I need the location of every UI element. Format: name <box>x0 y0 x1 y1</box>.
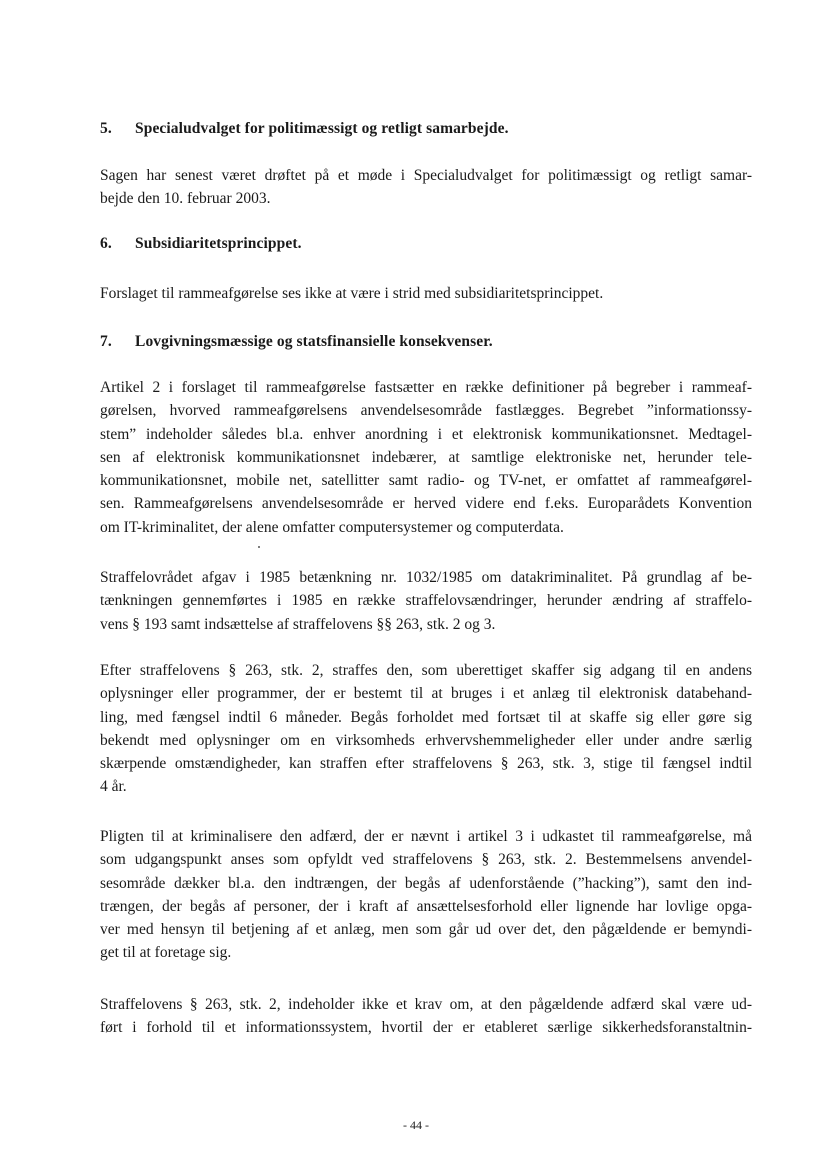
section-heading-7 <box>100 333 493 351</box>
paragraph-line: sesområde dækker bl.a. den indtrængen, der begås af udenforstående (”hacking”), samt den ind- <box>100 874 752 892</box>
page-number: - 44 - <box>403 1118 429 1132</box>
paragraph-line: 4 år. <box>100 778 127 796</box>
section-number: 6. <box>100 235 112 252</box>
scan-speck <box>258 546 260 548</box>
paragraph-line: stem” indeholder således bl.a. enhver anordning i et elektronisk kommunikationsnet. Medtagel- <box>100 425 752 443</box>
paragraph-line: Pligten til at kriminalisere den adfærd, der er nævnt i artikel 3 i udkastet til rammeafgørelse, må <box>100 828 752 845</box>
paragraph-line: kommunikationsnet, mobile net, satellitter samt radio- og TV-net, er omfattet af rammeafgørel- <box>100 472 752 490</box>
paragraph-line: Sagen har senest været drøftet på et møde i Specialudvalget for politimæssigt og retligt samar- <box>100 167 752 184</box>
paragraph <box>100 659 752 799</box>
paragraph <box>100 566 752 636</box>
paragraph-line: skærpende omstændigheder, kan straffen efter straffelovens § 263, stk. 3, stige til fængsel indtil <box>100 755 752 773</box>
section-number: 7. <box>100 333 112 350</box>
section-title: Subsidiaritetsprincippet. <box>135 235 302 252</box>
paragraph-line: som udgangspunkt anses som opfyldt ved straffelovens § 263, stk. 2. Bestemmelsens anvendel- <box>100 851 752 869</box>
paragraph <box>100 282 752 305</box>
paragraph-line: Efter straffelovens § 263, stk. 2, straffes den, som uberettiget skaffer sig adgang til en andens <box>100 662 752 679</box>
paragraph-line: ført i forhold til et informationssystem, hvortil der er etableret særlige sikkerhedsforanstaltnin- <box>100 1019 752 1037</box>
paragraph-line: vens § 193 samt indsættelse af straffelovens §§ 263, stk. 2 og 3. <box>100 615 496 633</box>
paragraph-line: bejde den 10. februar 2003. <box>100 190 271 208</box>
paragraph-line: Straffelovrådet afgav i 1985 betænkning nr. 1032/1985 om datakriminalitet. På grundlag af be- <box>100 569 752 586</box>
section-heading-6 <box>100 235 302 253</box>
paragraph <box>100 993 752 1040</box>
paragraph-line: ver med hensyn til betjening af et anlæg, men som går ud over det, den pågældende er bemyndi- <box>100 921 752 939</box>
paragraph-line: sen af elektronisk kommunikationsnet indebærer, at samtlige elektroniske net, herunder tele- <box>100 448 752 466</box>
section-title: Specialudvalget for politimæssigt og retligt samarbejde. <box>135 120 509 137</box>
paragraph <box>100 825 752 965</box>
section-title: Lovgivningsmæssige og statsfinansielle konsekvenser. <box>135 333 493 350</box>
paragraph <box>100 164 752 211</box>
paragraph-line: trængen, der begås af personer, der i kraft af ansættelsesforhold eller lignende har lovlige opga- <box>100 897 752 915</box>
paragraph-line: get til at foretage sig. <box>100 944 232 962</box>
paragraph-line: ling, med fængsel indtil 6 måneder. Begås forholdet med fortsæt til at skaffe sig eller gøre sig <box>100 708 752 726</box>
section-heading-5 <box>100 120 509 138</box>
paragraph-line: tænkningen gennemførtes i 1985 en række straffelovsændringer, herunder ændring af straffelo- <box>100 592 752 610</box>
paragraph-line: oplysninger eller programmer, der er bestemt til at bruges i et anlæg til elektronisk databehand- <box>100 685 752 703</box>
paragraph-line: gørelsen, hvorved rammeafgørelsens anvendelsesområde fastlægges. Begrebet ”informationssy- <box>100 402 752 420</box>
section-number: 5. <box>100 120 112 137</box>
paragraph-line: sen. Rammeafgørelsens anvendelsesområde er herved videre end f.eks. Europarådets Konvention <box>100 495 752 513</box>
paragraph-line: bekendt med oplysninger om en virksomheds erhvervshemmeligheder eller under andre særlig <box>100 731 752 749</box>
paragraph-line: om IT-kriminalitet, der alene omfatter computersystemer og computerdata. <box>100 518 564 536</box>
paragraph-line: Straffelovens § 263, stk. 2, indeholder ikke et krav om, at den pågældende adfærd skal være ud- <box>100 996 752 1013</box>
paragraph <box>100 376 752 539</box>
paragraph-line: Forslaget til rammeafgørelse ses ikke at være i strid med subsidiaritetsprincippet. <box>100 285 604 302</box>
paragraph-line: Artikel 2 i forslaget til rammeafgørelse fastsætter en række definitioner på begreber i rammeaf- <box>100 379 752 396</box>
